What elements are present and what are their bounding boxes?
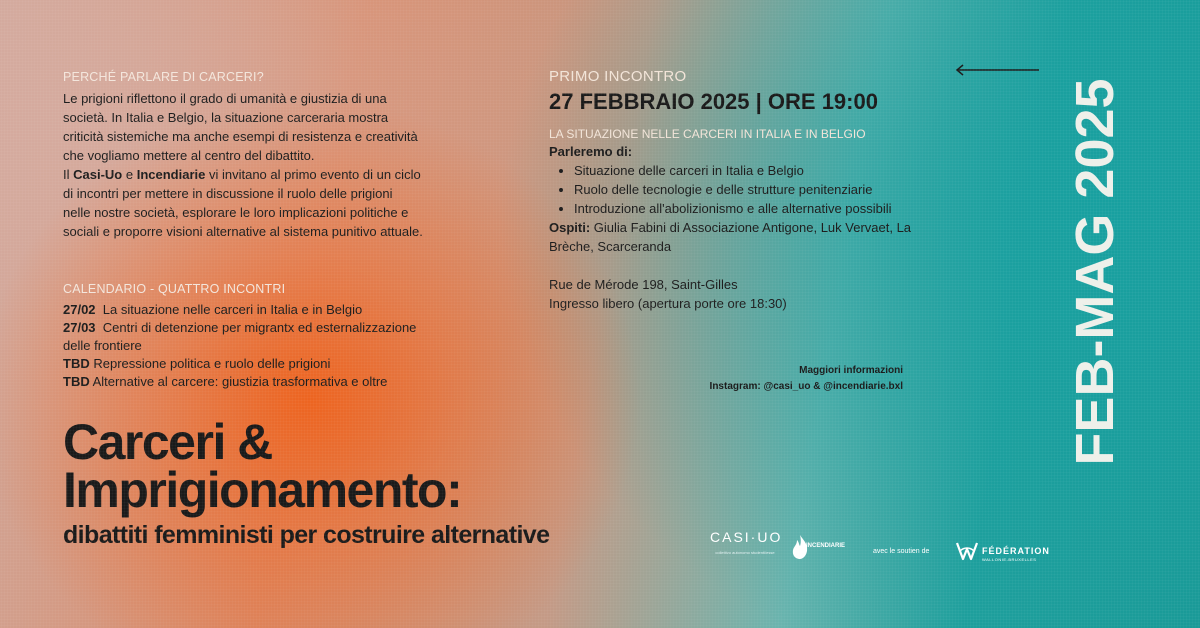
event-date: 27 FEBBRAIO 2025 | ORE 19:00	[549, 89, 878, 114]
org-casi: Casi-Uo	[73, 167, 123, 182]
intro-p1: Le prigioni riflettono il grado di umanità e giustizia di una società. In Italia e Belgio, la situazione carceraria mostra criticità sistemiche ma anche esempi di resistenza e creatività che vogliamo mettere al centro del dibattito.	[63, 91, 418, 163]
event-section	[549, 68, 929, 313]
event-subtitle: LA SITUAZIONE NELLE CARCERI IN ITALIA E IN BELGIO	[549, 127, 866, 141]
guests-list: Giulia Fabini di Associazione Antigone, Luk Vervaet, La Brèche, Scarceranda	[549, 220, 912, 254]
calendar-text: La situazione nelle carceri in Italia e in Belgio	[102, 302, 363, 317]
calendar-text: Centri di detenzione per migrantx ed esternalizzazione delle frontiere	[63, 320, 417, 353]
calendar-heading: CALENDARIO - QUATTRO INCONTRI	[63, 282, 286, 296]
intro-p2-and: e	[122, 167, 137, 182]
casi-uo-logo-text: CASI·UO	[710, 529, 783, 545]
calendar-item	[63, 319, 443, 355]
event-topic: • Ruolo delle tecnologie e delle strutture penitenziarie	[574, 180, 929, 199]
federation-logo-subtext: WALLONIE-BRUXELLES	[982, 557, 1037, 562]
incendiarie-logo-text: INCENDIARIE	[806, 543, 846, 549]
logos-row	[710, 530, 1050, 570]
intro-p2-rest: vi invitano al primo evento di un ciclo di incontri per mettere in discussione il ruolo delle prigioni nelle nostre società, esplorare le loro implicazioni politiche e sociali e proporre visioni alternative al sistema punitivo attuale.	[63, 167, 423, 239]
casi-uo-logo	[710, 529, 783, 555]
vertical-date-text: FEB-MAG 2025	[1065, 78, 1125, 466]
calendar-date: 27/03	[63, 320, 96, 335]
vertical-date-banner	[1045, 62, 1145, 482]
federation-emblem-icon	[955, 540, 979, 562]
title-line-1: Carceri &	[63, 414, 272, 470]
more-info-heading: Maggiori informazioni	[799, 365, 903, 376]
calendar-item	[63, 301, 443, 319]
event-topic: • Introduzione all'abolizionismo e alle alternative possibili	[574, 199, 929, 218]
calendar-date: 27/02	[63, 302, 96, 317]
event-label: PRIMO INCONTRO	[549, 68, 687, 85]
calendar-list	[63, 301, 443, 391]
casi-uo-logo-subtext: collettivo autonomo studenti/esse	[715, 550, 775, 555]
guests-label: Ospiti:	[549, 220, 591, 235]
event-talk-heading: Parleremo di:	[549, 144, 633, 159]
instagram-handles: Instagram: @casi_uo & @incendiarie.bxl	[709, 381, 903, 392]
more-info	[620, 363, 903, 395]
calendar-item	[63, 373, 443, 391]
federation-logo-text: FÉDÉRATION	[982, 546, 1050, 556]
support-text: avec le soutien de	[873, 548, 930, 555]
org-incendiarie: Incendiarie	[136, 167, 206, 182]
intro-heading: PERCHÉ PARLARE DI CARCERI?	[63, 70, 264, 84]
federation-logo	[955, 540, 1050, 567]
title-subtitle: dibattiti femministi per costruire alternative	[63, 521, 550, 549]
calendar-text: Repressione politica e ruolo delle prigioni	[93, 356, 331, 371]
event-guests	[549, 218, 929, 256]
intro-paragraph	[63, 89, 423, 241]
intro-p2-start: Il	[63, 167, 74, 182]
intro-section	[63, 70, 423, 241]
incendiarie-logo	[790, 534, 846, 564]
event-topics	[549, 161, 929, 218]
calendar-date: TBD	[63, 356, 90, 371]
event-topic: • Situazione delle carceri in Italia e Belgio	[574, 161, 929, 180]
event-address: Rue de Mérode 198, Saint-Gilles	[549, 277, 738, 292]
calendar-section	[63, 282, 443, 391]
arrow-left-icon	[955, 64, 1040, 76]
title-line-2: Imprigionamento:	[63, 462, 462, 518]
event-entry: Ingresso libero (apertura porte ore 18:30)	[549, 296, 787, 311]
calendar-text: Alternative al carcere: giustizia trasformativa e oltre	[92, 374, 388, 389]
calendar-item	[63, 355, 443, 373]
main-title-block	[63, 414, 703, 550]
calendar-date: TBD	[63, 374, 90, 389]
